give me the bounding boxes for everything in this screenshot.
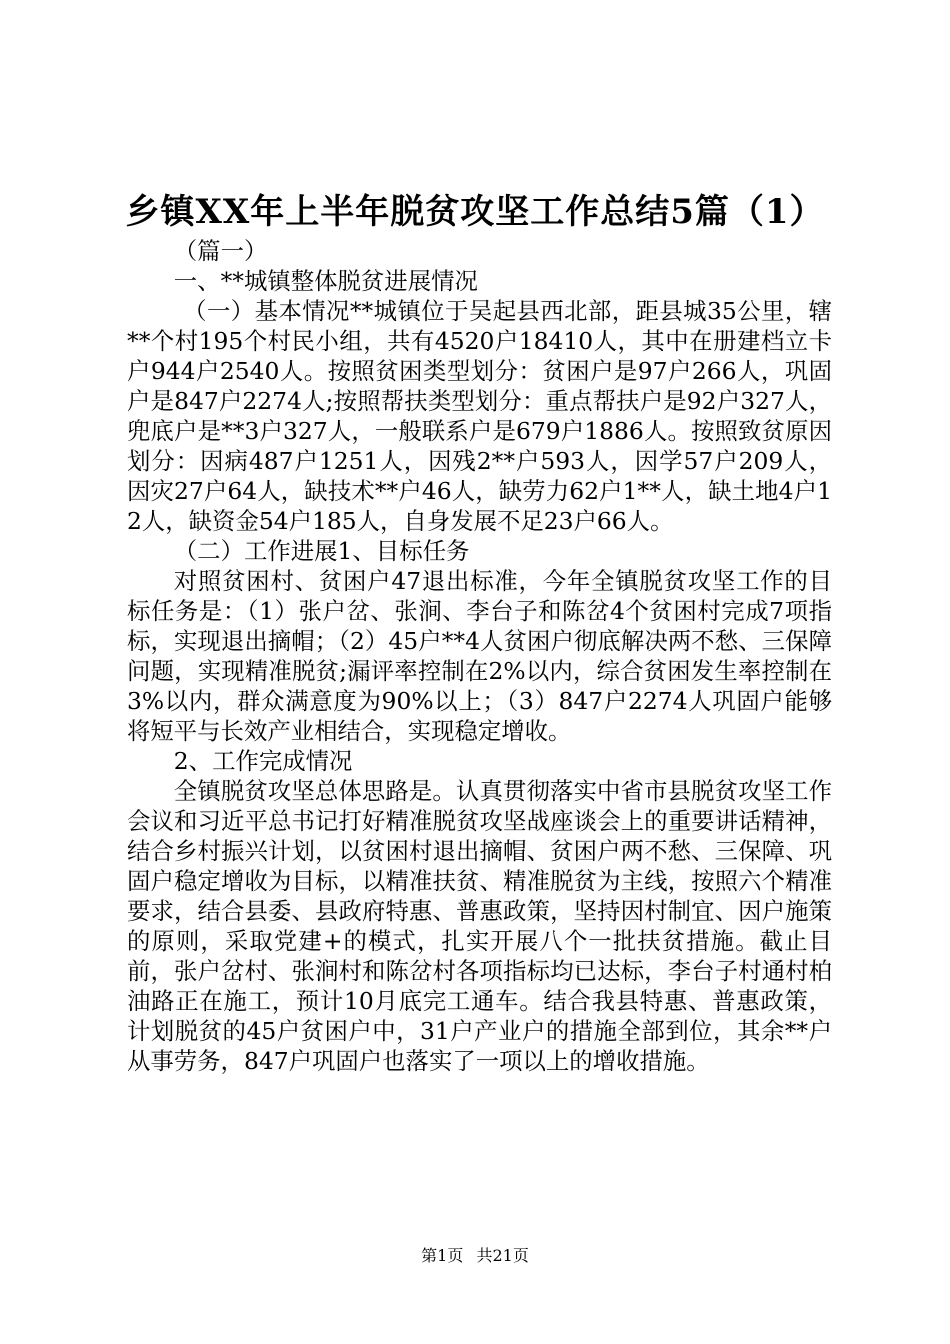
document-body	[127, 236, 832, 1076]
document-title: 乡镇XX年上半年脱贫攻坚工作总结5篇（1）	[125, 192, 825, 232]
body-paragraph: 对照贫困村、贫困户47退出标准，今年全镇脱贫攻坚工作的目标任务是：（1）张户岔、张涧、李台子和陈岔4个贫困村完成7项指标，实现退出摘帽；（2）45户**4人贫困户彻底解决两不愁、三保障问题，实现精准脱贫;漏评率控制在2%以内，综合贫困发生率控制在3%以内，群众满意度为90%以上；（3）847户2274人巩固户能够将短平与长效产业相结合，实现稳定增收。	[127, 567, 832, 745]
page-total: 共21页	[476, 1246, 529, 1265]
body-paragraph: 全镇脱贫攻坚总体思路是。认真贯彻落实中省市县脱贫攻坚工作会议和习近平总书记打好精准脱贫攻坚战座谈会上的重要讲话精神，结合乡村振兴计划，以贫困村退出摘帽、贫困户两不愁、三保障、巩固户稳定增收为目标，以精准扶贫、精准脱贫为主线，按照六个精准要求，结合县委、县政府特惠、普惠政策，坚持因村制宜、因户施策的原则，采取党建+的模式，扎实开展八个一批扶贫措施。截止目前，张户岔村、张涧村和陈岔村各项指标均已达标，李台子村通村柏油路正在施工，预计10月底完工通车。结合我县特惠、普惠政策，计划脱贫的45户贫困户中，31户产业户的措施全部到位，其余**户从事劳务，847户巩固户也落实了一项以上的增收措施。	[127, 777, 832, 1075]
section-heading: 一、**城镇整体脱贫进展情况	[173, 267, 478, 295]
section-heading: （二）工作进展1、目标任务	[173, 537, 470, 565]
body-paragraph: （一）基本情况**城镇位于吴起县西北部，距县城35公里，辖**个村195个村民小组，共有4520户18410人，其中在册建档立卡户944户2540人。按照贫困类型划分：贫困户是97户266人，巩固户是847户2274人;按照帮扶类型划分：重点帮扶户是92户327人，兜底户是**3户327人，一般联系户是679户1886人。按照致贫原因划分：因病487户1251人，因残2**户593人，因学57户209人，因灾27户64人，缺技术**户46人，缺劳力62户1**人，缺土地4户12人，缺资金54户185人，自身发展不足23户66人。	[127, 297, 832, 535]
section-heading: 2、工作完成情况	[173, 747, 353, 775]
page-number: 第1页	[421, 1246, 464, 1265]
section-heading: （篇一）	[173, 237, 268, 265]
page-footer	[0, 1243, 950, 1266]
